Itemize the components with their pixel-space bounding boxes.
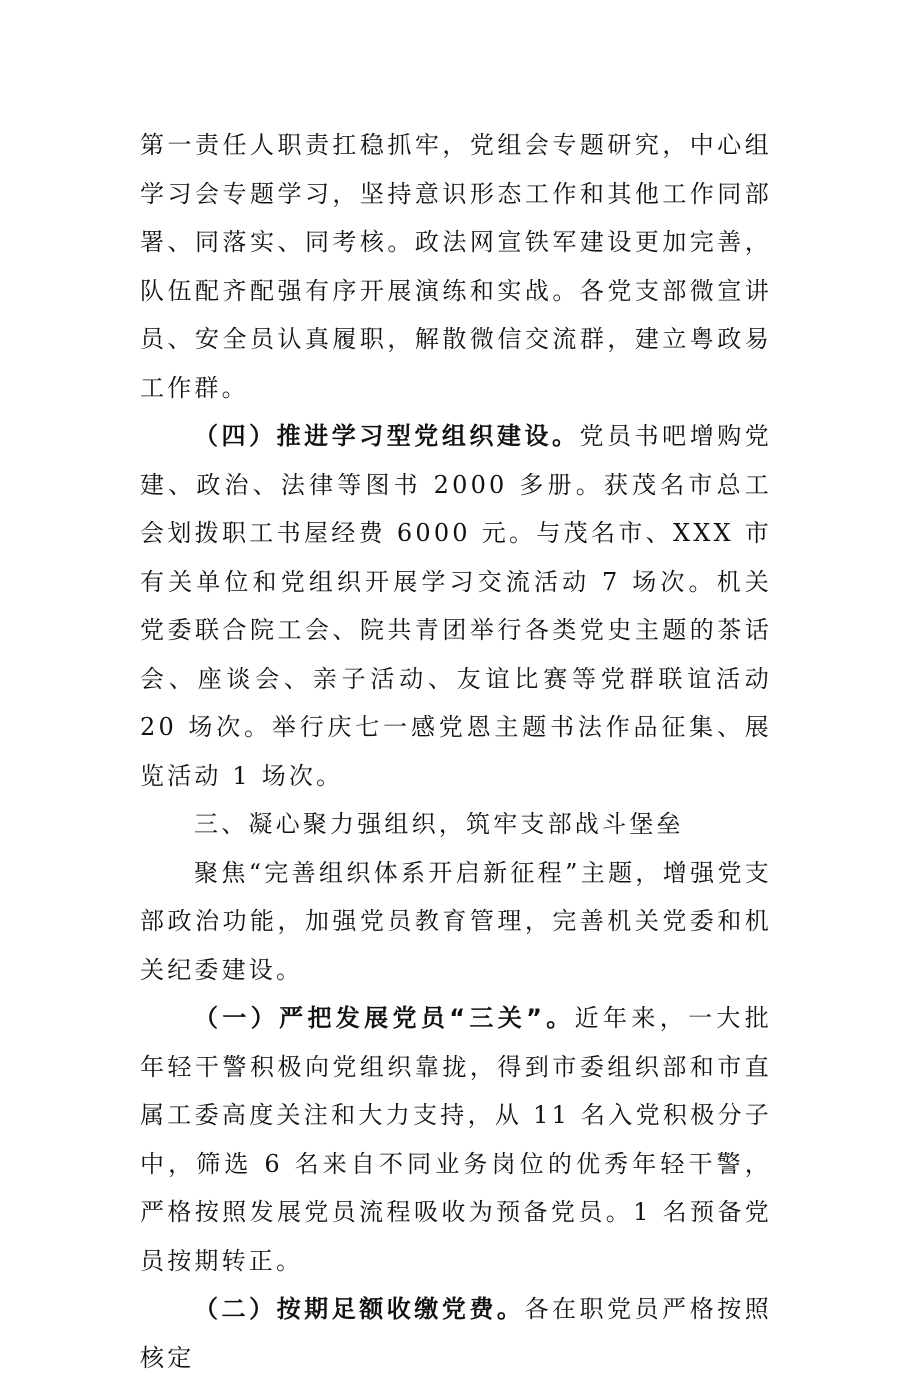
paragraph-learning-organization [140,412,772,800]
paragraph-party-dues [140,1285,772,1382]
paragraph-organization-focus [140,849,772,995]
paragraph-text: 聚焦“完善组织体系开启新征程”主题，增强党支部政治功能，加强党员教育管理，完善机关党委和机关纪委建设。 [140,858,772,984]
paragraph-text: 各在职党员严格按照核定 [140,1295,772,1372]
paragraph-heading: （四）推进学习型党组织建设。 [194,422,580,450]
paragraph-heading: （二）按期足额收缴党费。 [194,1295,525,1323]
paragraph-text: 近年来，一大批年轻干警积极向党组织靠拢，得到市委组织部和市直属工委高度关注和大力支持，从 11 名入党积极分子中，筛选 6 名来自不同业务岗位的优秀年轻干警，严格按照发展党员流程吸收为预备党员。1 名预备党员按期转正。 [140,1004,772,1275]
paragraph-member-development [140,994,772,1285]
document-body [140,121,772,1382]
paragraph-text: 第一责任人职责扛稳抓牢，党组会专题研究，中心组学习会专题学习，坚持意识形态工作和其他工作同部署、同落实、同考核。政法网宣铁军建设更加完善，队伍配齐配强有序开展演练和实战。各党支部微宣讲员、安全员认真履职，解散微信交流群，建立粤政易工作群。 [140,131,772,402]
section-heading-three [140,800,772,849]
section-heading-text: 三、凝心聚力强组织，筑牢支部战斗堡垒 [194,810,684,838]
paragraph-text: 党员书吧增购党建、政治、法律等图书 2000 多册。获茂名市总工会划拨职工书屋经费 6000 元。与茂名市、XXX 市有关单位和党组织开展学习交流活动 7 场次。机关党委联合院工会、院共青团举行各类党史主题的茶话会、座谈会、亲子活动、友谊比赛等党群联谊活动 20 场次。举行庆七一感党恩主题书法作品征集、展览活动 1 场次。 [140,422,772,790]
paragraph-heading: （一）严把发展党员“三关”。 [194,1004,575,1032]
paragraph-responsibility [140,121,772,412]
